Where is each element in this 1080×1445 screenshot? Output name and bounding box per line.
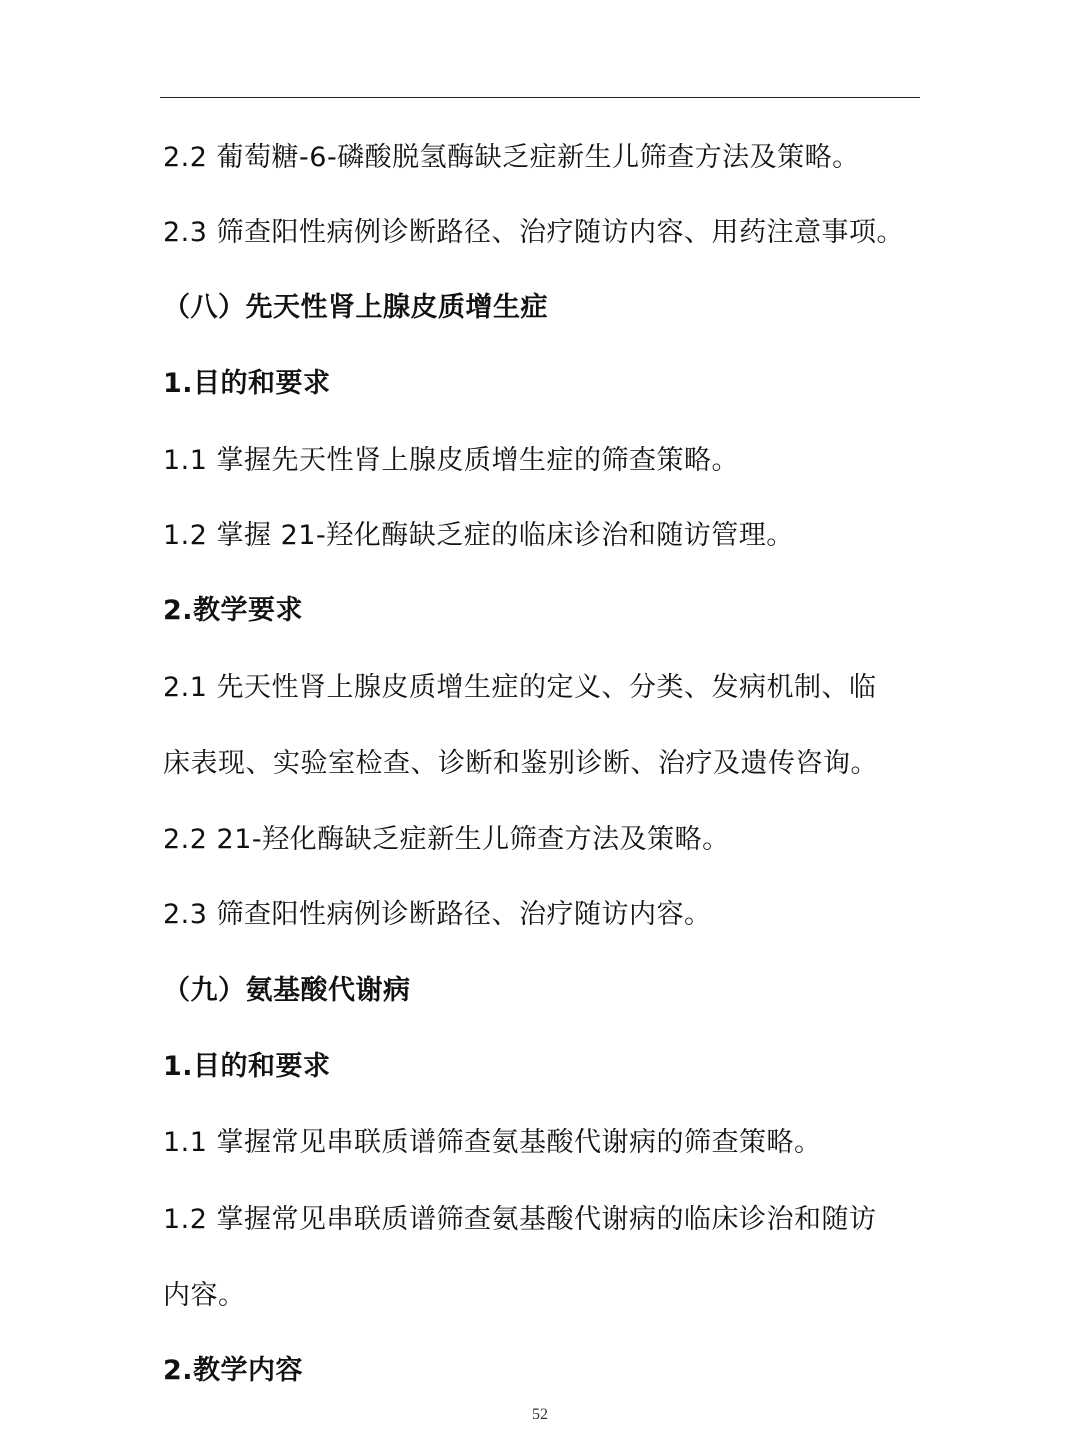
text-line: 2.1 先天性肾上腺皮质增生症的定义、分类、发病机制、临 <box>163 672 877 703</box>
text-line: 2.2 葡萄糖-6-磷酸脱氢酶缺乏症新生儿筛查方法及策略。 <box>163 142 860 173</box>
text-line: 1.1 掌握先天性肾上腺皮质增生症的筛查策略。 <box>163 445 740 476</box>
section-heading: （九）氨基酸代谢病 <box>163 975 411 1006</box>
header-rule <box>160 97 920 98</box>
text-line: 2.3 筛查阳性病例诊断路径、治疗随访内容、用药注意事项。 <box>163 217 905 248</box>
subsection-heading: 2.教学要求 <box>163 595 304 626</box>
text-line: 1.2 掌握 21-羟化酶缺乏症的临床诊治和随访管理。 <box>163 520 794 551</box>
section-heading: （八）先天性肾上腺皮质增生症 <box>163 292 548 323</box>
subsection-heading: 1.目的和要求 <box>163 368 331 399</box>
text-line: 2.3 筛查阳性病例诊断路径、治疗随访内容。 <box>163 899 712 930</box>
text-line: 床表现、实验室检查、诊断和鉴别诊断、治疗及遗传咨询。 <box>163 748 878 779</box>
subsection-heading: 2.教学内容 <box>163 1355 304 1386</box>
text-line: 内容。 <box>163 1280 246 1311</box>
subsection-heading: 1.目的和要求 <box>163 1051 331 1082</box>
text-line: 2.2 21-羟化酶缺乏症新生儿筛查方法及策略。 <box>163 824 730 855</box>
text-line: 1.2 掌握常见串联质谱筛查氨基酸代谢病的临床诊治和随访 <box>163 1204 877 1235</box>
page-number: 52 <box>532 1406 548 1423</box>
text-line: 1.1 掌握常见串联质谱筛查氨基酸代谢病的筛查策略。 <box>163 1127 822 1158</box>
